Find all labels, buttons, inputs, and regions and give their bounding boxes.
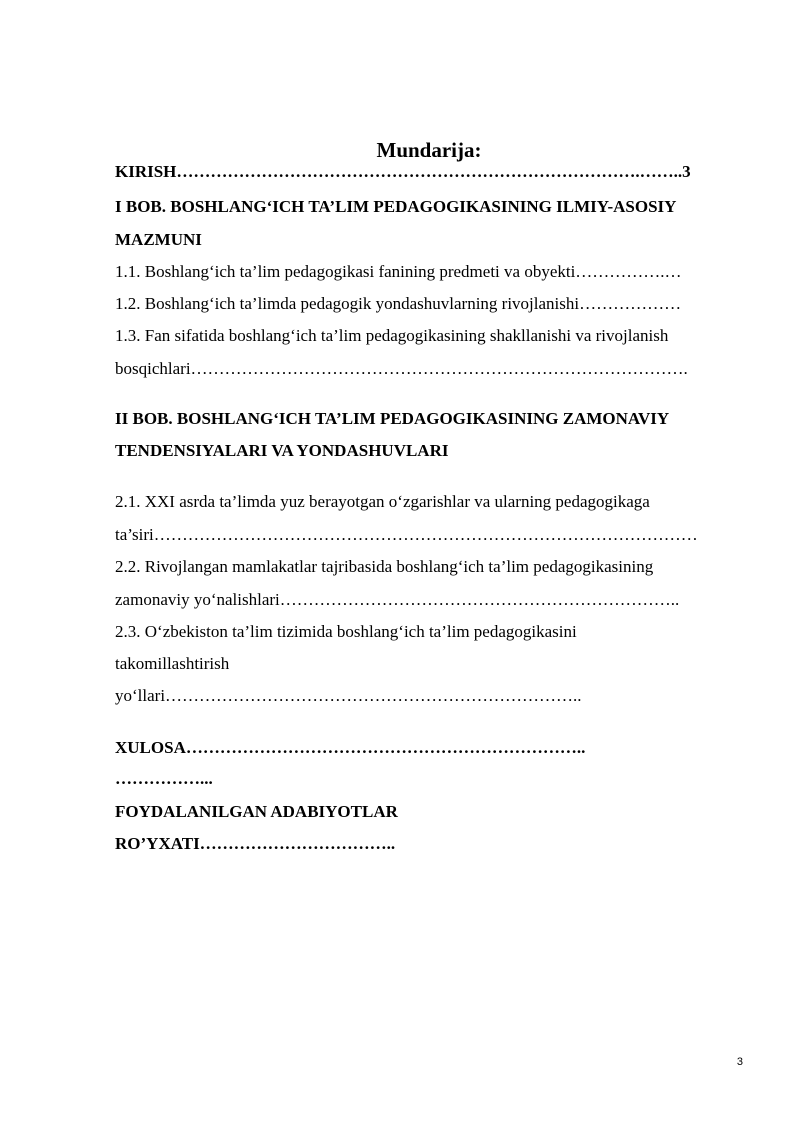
toc-section-2-3-cont: takomillashtirish	[115, 654, 230, 673]
toc-chapter-1-title: I BOB. BOSHLANG‘ICH TA’LIM PEDAGOGIKASINING ILMIY-ASOSIY	[115, 197, 677, 216]
toc-section-2-2-cont: zamonaviy yo‘nalishlari……………………………………………………………..	[115, 590, 680, 609]
toc-chapter-2-title-cont: TENDENSIYALARI VA YONDASHUVLARI	[115, 441, 449, 460]
toc-section-1-3: 1.3. Fan sifatida boshlang‘ich ta’lim pedagogikasining shakllanishi va rivojlanish	[115, 326, 669, 345]
toc-section-2-1: 2.1. XXI asrda ta’limda yuz berayotgan o‘zgarishlar va ularning pedagogikaga	[115, 492, 650, 511]
toc-section-2-3-cont-2: yo‘llari………………………………………………………………..	[115, 686, 582, 705]
toc-intro: KIRISH……………………………………………………………………….……..3	[115, 162, 691, 181]
toc-conclusion: XULOSA……………………………………………………………..	[115, 738, 586, 757]
toc-chapter-1-title-cont: MAZMUNI	[115, 230, 202, 249]
page-title: Mundarija:	[376, 138, 482, 162]
toc-references-cont: RO’YXATI……………………………..	[115, 834, 396, 853]
toc-references: FOYDALANILGAN ADABIYOTLAR	[115, 802, 398, 821]
toc-section-1-2: 1.2. Boshlang‘ich ta’limda pedagogik yondashuvlarning rivojlanishi………………	[115, 294, 682, 313]
page-number: 3	[736, 1056, 743, 1068]
toc-chapter-2-title: II BOB. BOSHLANG‘ICH TA’LIM PEDAGOGIKASINING ZAMONAVIY	[115, 409, 670, 428]
toc-section-1-3-cont: bosqichlari…………………………………………………………………………….	[115, 359, 688, 378]
toc-conclusion-cont: ……………...	[115, 769, 213, 788]
toc-section-2-3: 2.3. O‘zbekiston ta’lim tizimida boshlang‘ich ta’lim pedagogikasini	[115, 622, 577, 641]
toc-section-2-1-cont: ta’siri……………………………………………………………………………………	[115, 525, 698, 544]
toc-section-2-2: 2.2. Rivojlangan mamlakatlar tajribasida boshlang‘ich ta’lim pedagogikasining	[115, 557, 654, 576]
toc-section-1-1: 1.1. Boshlang‘ich ta’lim pedagogikasi fanining predmeti va obyekti…………….…	[115, 262, 682, 281]
